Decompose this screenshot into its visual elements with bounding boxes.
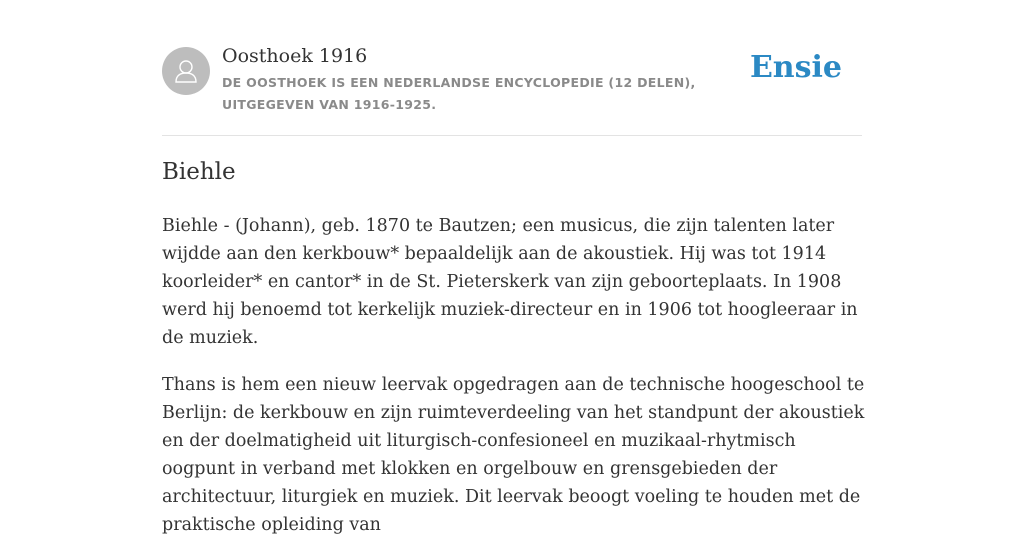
page [162, 0, 865, 535]
source-title[interactable]: Oosthoek 1916 [222, 45, 368, 67]
ensie-logo[interactable]: Ensie [749, 50, 842, 85]
user-icon [171, 56, 201, 86]
article-body [162, 212, 867, 558]
source-header [162, 0, 862, 136]
source-description: DE OOSTHOEK IS EEN NEDERLANDSE ENCYCLOPEDIE (12 DELEN), UITGEGEVEN VAN 1916-1925. [222, 75, 696, 112]
article-title: Biehle [162, 159, 236, 185]
article-paragraph: Biehle - (Johann), geb. 1870 te Bautzen; een musicus, die zijn talenten later wijdde aan den kerkbouw* bepaaldelijk aan de akoustiek. Hij was tot 1914 koorleider* en cantor* in de St. Pieterskerk van zijn geboorteplaats. In 1908 werd hij benoemd tot kerkelijk muziek-directeur en in 1906 tot hoogleeraar in de muziek. [162, 216, 858, 348]
article-paragraph: Thans is hem een nieuw leervak opgedragen aan de technische hoogeschool te Berlijn: de kerkbouw en zijn ruimteverdeeling van het standpunt der akoustiek en der doelmatigheid uit liturgisch-confesioneel en muzikaal-rhytmisch oogpunt in verband met klokken en orgelbouw en grensgebieden der architectuur, liturgiek en muziek. Dit leervak beoogt voeling te houden met de praktische opleiding van [162, 375, 865, 535]
avatar[interactable] [162, 47, 210, 95]
